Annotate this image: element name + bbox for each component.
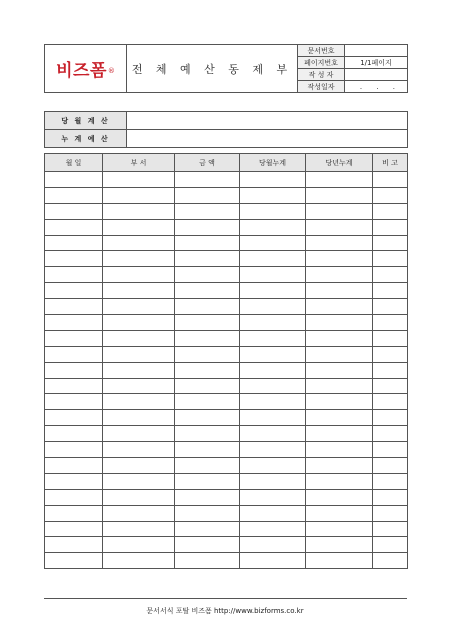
ledger-cell-remarks[interactable] [373,315,408,331]
ledger-cell-date[interactable] [45,330,103,346]
ledger-cell-yearly-total[interactable] [306,235,373,251]
ledger-cell-date[interactable] [45,172,103,188]
ledger-cell-amount[interactable] [175,394,240,410]
ledger-row [45,203,408,219]
ledger-cell-amount[interactable] [175,458,240,474]
field-value-date[interactable]: . . . [345,81,408,93]
ledger-row [45,378,408,394]
ledger-row [45,219,408,235]
ledger-cell-department[interactable] [103,330,175,346]
ledger-row [45,299,408,315]
ledger-cell-amount[interactable] [175,378,240,394]
ledger-cell-monthly-total[interactable] [240,458,306,474]
ledger-cell-date[interactable] [45,442,103,458]
ledger-cell-amount[interactable] [175,505,240,521]
ledger-header-row [45,154,408,172]
ledger-body [45,172,408,569]
ledger-cell-remarks[interactable] [373,203,408,219]
ledger-cell-remarks[interactable] [373,442,408,458]
ledger-cell-department[interactable] [103,521,175,537]
ledger-cell-remarks[interactable] [373,521,408,537]
column-header-yearly-total: 당년누계 [306,154,373,172]
ledger-cell-monthly-total[interactable] [240,330,306,346]
ledger-cell-monthly-total[interactable] [240,251,306,267]
document-header [44,44,408,93]
ledger-cell-monthly-total[interactable] [240,489,306,505]
ledger-cell-yearly-total[interactable] [306,537,373,553]
ledger-cell-amount[interactable] [175,330,240,346]
ledger-cell-date[interactable] [45,283,103,299]
ledger-cell-amount[interactable] [175,473,240,489]
ledger-cell-amount[interactable] [175,315,240,331]
ledger-cell-amount[interactable] [175,553,240,569]
ledger-cell-department[interactable] [103,553,175,569]
ledger-table [44,153,408,569]
ledger-cell-remarks[interactable] [373,410,408,426]
ledger-cell-yearly-total[interactable] [306,203,373,219]
ledger-cell-monthly-total[interactable] [240,521,306,537]
ledger-row [45,426,408,442]
ledger-cell-monthly-total[interactable] [240,505,306,521]
ledger-cell-department[interactable] [103,315,175,331]
field-label-doc-number: 문서번호 [298,45,345,57]
ledger-cell-date[interactable] [45,458,103,474]
ledger-cell-amount[interactable] [175,267,240,283]
ledger-cell-date[interactable] [45,378,103,394]
ledger-cell-amount[interactable] [175,346,240,362]
ledger-cell-monthly-total[interactable] [240,537,306,553]
ledger-cell-yearly-total[interactable] [306,378,373,394]
ledger-cell-remarks[interactable] [373,378,408,394]
ledger-row [45,473,408,489]
ledger-cell-remarks[interactable] [373,426,408,442]
ledger-row [45,442,408,458]
ledger-cell-department[interactable] [103,458,175,474]
ledger-cell-date[interactable] [45,315,103,331]
summary-label-cumulative: 누 계 예 산 [45,130,127,148]
ledger-cell-yearly-total[interactable] [306,219,373,235]
ledger-cell-monthly-total[interactable] [240,426,306,442]
ledger-cell-department[interactable] [103,235,175,251]
ledger-cell-yearly-total[interactable] [306,473,373,489]
ledger-cell-amount[interactable] [175,283,240,299]
ledger-cell-date[interactable] [45,187,103,203]
column-header-amount: 금 액 [175,154,240,172]
ledger-cell-department[interactable] [103,251,175,267]
ledger-cell-amount[interactable] [175,521,240,537]
ledger-cell-department[interactable] [103,394,175,410]
ledger-cell-date[interactable] [45,362,103,378]
ledger-row [45,315,408,331]
ledger-cell-monthly-total[interactable] [240,553,306,569]
ledger-cell-date[interactable] [45,299,103,315]
ledger-cell-yearly-total[interactable] [306,251,373,267]
ledger-cell-amount[interactable] [175,537,240,553]
ledger-cell-department[interactable] [103,473,175,489]
ledger-cell-date[interactable] [45,235,103,251]
ledger-cell-remarks[interactable] [373,251,408,267]
ledger-cell-monthly-total[interactable] [240,362,306,378]
ledger-row [45,458,408,474]
ledger-cell-remarks[interactable] [373,394,408,410]
column-header-department: 부 서 [103,154,175,172]
ledger-cell-department[interactable] [103,203,175,219]
ledger-cell-department[interactable] [103,346,175,362]
ledger-cell-department[interactable] [103,299,175,315]
footer-text: 문서서식 포탈 비즈폼 http://www.bizforms.co.kr [146,607,304,615]
logo-text: 비즈폼 [56,61,107,81]
ledger-cell-yearly-total[interactable] [306,410,373,426]
summary-label-monthly: 당 월 계 산 [45,112,127,130]
ledger-row [45,283,408,299]
ledger-cell-remarks[interactable] [373,330,408,346]
ledger-cell-remarks[interactable] [373,267,408,283]
ledger-cell-monthly-total[interactable] [240,219,306,235]
ledger-cell-department[interactable] [103,283,175,299]
ledger-row [45,362,408,378]
column-header-date: 월 일 [45,154,103,172]
field-value-author[interactable] [345,69,408,81]
ledger-cell-department[interactable] [103,442,175,458]
ledger-cell-remarks[interactable] [373,537,408,553]
ledger-cell-amount[interactable] [175,426,240,442]
ledger-row [45,537,408,553]
ledger-cell-date[interactable] [45,346,103,362]
ledger-cell-yearly-total[interactable] [306,553,373,569]
ledger-cell-department[interactable] [103,219,175,235]
ledger-cell-monthly-total[interactable] [240,299,306,315]
ledger-cell-remarks[interactable] [373,346,408,362]
field-value-page-number[interactable]: 1/1페이지 [345,57,408,69]
ledger-cell-remarks[interactable] [373,299,408,315]
ledger-cell-department[interactable] [103,378,175,394]
ledger-cell-yearly-total[interactable] [306,187,373,203]
ledger-cell-amount[interactable] [175,299,240,315]
ledger-cell-department[interactable] [103,362,175,378]
ledger-cell-yearly-total[interactable] [306,458,373,474]
ledger-cell-remarks[interactable] [373,283,408,299]
field-value-doc-number[interactable] [345,45,408,57]
ledger-cell-date[interactable] [45,251,103,267]
field-label-date: 작성일자 [298,81,345,93]
summary-value-cumulative[interactable] [127,130,408,148]
ledger-cell-monthly-total[interactable] [240,442,306,458]
ledger-row [45,505,408,521]
ledger-row [45,410,408,426]
ledger-cell-amount[interactable] [175,219,240,235]
ledger-cell-monthly-total[interactable] [240,473,306,489]
ledger-cell-amount[interactable] [175,442,240,458]
summary-value-monthly[interactable] [127,112,408,130]
ledger-cell-date[interactable] [45,219,103,235]
ledger-cell-department[interactable] [103,426,175,442]
ledger-cell-remarks[interactable] [373,553,408,569]
ledger-cell-date[interactable] [45,426,103,442]
ledger-cell-yearly-total[interactable] [306,330,373,346]
footer-divider [44,598,407,599]
ledger-cell-remarks[interactable] [373,362,408,378]
ledger-cell-date[interactable] [45,505,103,521]
summary-table [44,111,408,148]
ledger-cell-date[interactable] [45,473,103,489]
ledger-row [45,346,408,362]
ledger-cell-date[interactable] [45,521,103,537]
ledger-cell-yearly-total[interactable] [306,283,373,299]
ledger-cell-department[interactable] [103,267,175,283]
ledger-row [45,267,408,283]
ledger-cell-remarks[interactable] [373,187,408,203]
ledger-cell-yearly-total[interactable] [306,315,373,331]
logo [45,45,127,93]
ledger-row [45,553,408,569]
ledger-cell-date[interactable] [45,489,103,505]
column-header-monthly-total: 당월누계 [240,154,306,172]
ledger-cell-amount[interactable] [175,489,240,505]
ledger-cell-remarks[interactable] [373,473,408,489]
ledger-cell-remarks[interactable] [373,219,408,235]
ledger-cell-yearly-total[interactable] [306,394,373,410]
document-title: 전 체 예 산 동 제 부 [131,62,293,76]
ledger-cell-amount[interactable] [175,410,240,426]
ledger-cell-date[interactable] [45,267,103,283]
ledger-cell-department[interactable] [103,410,175,426]
ledger-cell-yearly-total[interactable] [306,172,373,188]
ledger-cell-yearly-total[interactable] [306,346,373,362]
ledger-row [45,489,408,505]
ledger-cell-monthly-total[interactable] [240,203,306,219]
ledger-cell-monthly-total[interactable] [240,235,306,251]
ledger-cell-monthly-total[interactable] [240,187,306,203]
ledger-row [45,187,408,203]
ledger-cell-monthly-total[interactable] [240,315,306,331]
ledger-cell-amount[interactable] [175,362,240,378]
registered-mark: ® [107,66,115,75]
ledger-cell-date[interactable] [45,410,103,426]
ledger-cell-monthly-total[interactable] [240,410,306,426]
ledger-cell-monthly-total[interactable] [240,394,306,410]
ledger-cell-amount[interactable] [175,172,240,188]
ledger-cell-yearly-total[interactable] [306,299,373,315]
ledger-cell-amount[interactable] [175,187,240,203]
ledger-cell-department[interactable] [103,537,175,553]
ledger-row [45,172,408,188]
ledger-cell-monthly-total[interactable] [240,346,306,362]
ledger-cell-yearly-total[interactable] [306,362,373,378]
ledger-cell-amount[interactable] [175,251,240,267]
ledger-cell-monthly-total[interactable] [240,267,306,283]
ledger-row [45,251,408,267]
ledger-cell-amount[interactable] [175,235,240,251]
ledger-row [45,394,408,410]
field-label-page-number: 페이지번호 [298,57,345,69]
column-header-remarks: 비 고 [373,154,408,172]
ledger-cell-amount[interactable] [175,203,240,219]
ledger-cell-department[interactable] [103,489,175,505]
ledger-row [45,235,408,251]
ledger-cell-yearly-total[interactable] [306,505,373,521]
ledger-cell-yearly-total[interactable] [306,489,373,505]
ledger-cell-department[interactable] [103,505,175,521]
field-label-author: 작 성 자 [298,69,345,81]
ledger-cell-date[interactable] [45,537,103,553]
ledger-cell-yearly-total[interactable] [306,426,373,442]
ledger-cell-remarks[interactable] [373,172,408,188]
ledger-cell-remarks[interactable] [373,489,408,505]
ledger-cell-yearly-total[interactable] [306,521,373,537]
ledger-cell-monthly-total[interactable] [240,172,306,188]
ledger-row [45,521,408,537]
ledger-row [45,330,408,346]
ledger-cell-remarks[interactable] [373,235,408,251]
ledger-cell-date[interactable] [45,394,103,410]
ledger-cell-monthly-total[interactable] [240,283,306,299]
ledger-cell-department[interactable] [103,172,175,188]
ledger-cell-remarks[interactable] [373,505,408,521]
ledger-cell-remarks[interactable] [373,458,408,474]
ledger-cell-date[interactable] [45,553,103,569]
ledger-cell-yearly-total[interactable] [306,442,373,458]
ledger-cell-monthly-total[interactable] [240,378,306,394]
ledger-cell-department[interactable] [103,187,175,203]
ledger-cell-yearly-total[interactable] [306,267,373,283]
document-title-cell [127,45,298,93]
ledger-cell-date[interactable] [45,203,103,219]
